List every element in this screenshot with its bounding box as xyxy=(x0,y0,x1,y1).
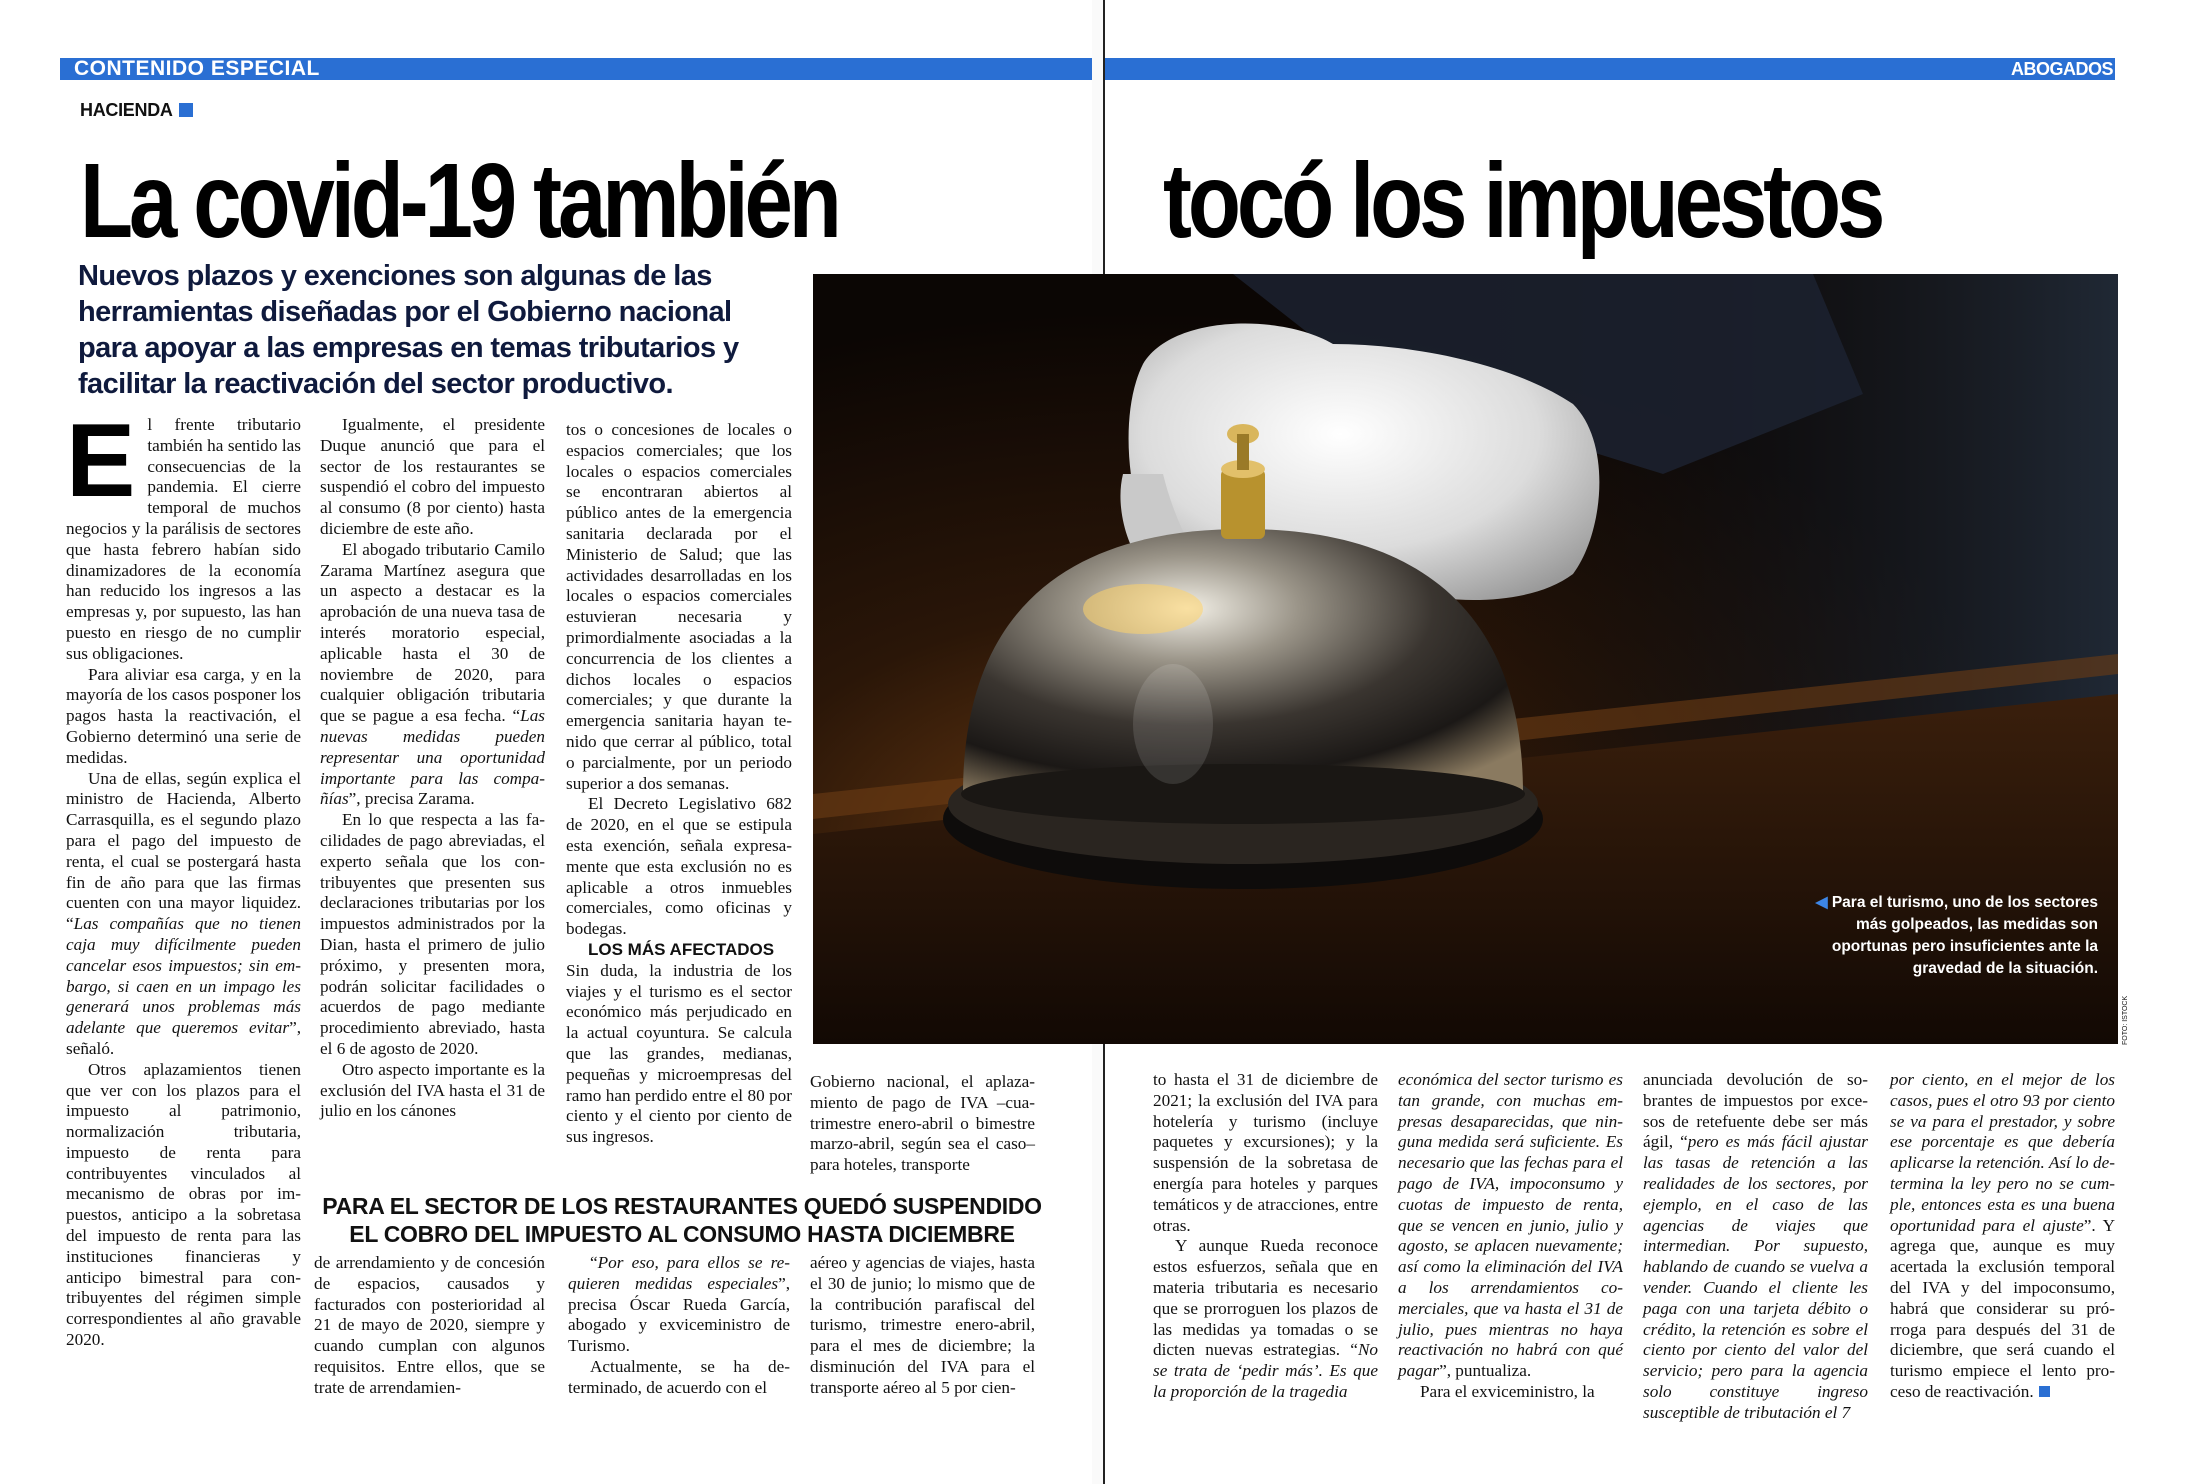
col6-p1b: ”, puntualiza. xyxy=(1439,1361,1532,1381)
hotel-bell-photo xyxy=(813,274,2118,1044)
col6-p1 xyxy=(1398,1070,1623,1382)
article-column-6 xyxy=(1398,1070,1623,1403)
col4-p1: Gobierno nacional, el aplazamiento de pago de IVA –cuatrimestre enero-abril o bimestre marzo-abril, según sea el caso– para hoteles, transporte xyxy=(810,1072,1035,1175)
headline-right: tocó los impuestos xyxy=(1163,142,1882,260)
col8-p1 xyxy=(1890,1070,2115,1403)
col7-quote: pero es más fácil ajustar las tasas de retención a las realidades de los sectores, por ejemplo, en el caso de las agencias de viajes que intermedian. Por supuesto, hablando de cuando se vuelva a vender. Cuando el cliente les paga con una tarjeta débito o crédito, la retención es sobre el ciento por ciento del valor del servicio; pero para la agencia solo constituye ingreso susceptible de tributación el 7 xyxy=(1643,1132,1868,1422)
section-band-right xyxy=(1105,58,2115,80)
col3-p4 xyxy=(568,1253,790,1357)
col1-p3c: ”, señaló. xyxy=(66,1018,301,1058)
col6-quote: económica del sector turismo es tan grande, con muchas empresas desaparecidas, que ninguna medida será suficiente. Es necesario que las fechas para el pago de IVA, impoconsumo y cuotas de impuesto de renta, que se vencen en junio, julio y agosto, se aplacen nuevamente; así como la eliminación del IVA a los arrendamientos comerciales, que va hasta el 31 de julio, pues mientras no haya reactivación no habrá con qué pagar xyxy=(1398,1070,1623,1381)
col6-p2: Para el exviceministro, la xyxy=(1420,1381,1595,1401)
section-label-right: ABOGADOS xyxy=(2010,59,2113,79)
col2-p2 xyxy=(320,540,545,810)
photo-caption xyxy=(1813,892,2098,980)
end-mark-icon xyxy=(2039,1386,2050,1397)
col1-p4: Otros aplazamientos tienen que ver con los plazos para el impuesto al patrimonio, normalización tributaria, impuesto de renta para contribuyentes vinculados al mecanismo de obras por impuestos, anticipo a la sobretasa del impuesto de renta para las instituciones financieras y anticipo bimestral para contribuyentes del régimen simple correspondientes al año gravable 2020. xyxy=(66,1059,301,1350)
headline-left: La covid-19 también xyxy=(80,142,838,260)
col3-p4a: “ xyxy=(590,1253,598,1272)
pull-quote: PARA EL SECTOR DE LOS RESTAURANTES QUEDÓ SUSPENDIDO EL COBRO DEL IMPUESTO AL CONSUMO HASTA DICIEMBRE xyxy=(322,1193,1042,1247)
article-column-4-bottom xyxy=(810,1253,1035,1399)
article-column-8 xyxy=(1890,1070,2115,1403)
article-column-2 xyxy=(320,415,545,1122)
col2-p1: Igualmente, el presidente Duque anunció que para el sector de los restaurantes se suspendió el cobro del impuesto al consumo (8 por ciento) hasta diciembre de este año. xyxy=(320,415,545,538)
col5-quote: No se trata de ‘pedir más’. Es que la proporción de la tragedia xyxy=(1153,1340,1378,1401)
kicker-text: HACIENDA xyxy=(80,100,173,120)
col5-p1: to hasta el 31 de diciembre de 2021; la exclusión del IVA para hotelería y turismo (incluye paquetes y excursiones); y la suspensión de la sobretasa de energía para hoteles y parques temáticos y de atracciones, entre otras. xyxy=(1153,1070,1378,1235)
col3-p3: Sin duda, la industria de los viajes y el turismo es el sector económico más perjudicado en la actual coyuntura. Se calcula que las grandes, medianas, pequeñas y microempresas del ramo han perdido entre el 80 por ciento y el ciento por ciento de sus ingresos. xyxy=(566,960,792,1147)
col8-quote: por ciento, en el mejor de los casos, pues el otro 93 por ciento se va para el prestador, y sobre ese porcentaje es que debería aplicarse la retención. Así lo determina la ley pero no se cumple, entonces esta es una buena oportunidad para el ajuste xyxy=(1890,1070,2115,1235)
article-column-2-bottom xyxy=(314,1253,545,1399)
article-column-5 xyxy=(1153,1070,1378,1403)
col5-p2a: Y aunque Rueda reconoce estos esfuerzos, señala que en materia tributaria es necesario que se prorroguen los plazos de las medidas ya tomadas o se dicten nuevas estrategias. “ xyxy=(1153,1236,1378,1360)
col3-p1: tos o concesiones de locales o espacios comerciales; que los locales o espacios comerciales se encontraran abiertos al público antes de la emergencia sanitaria declarada por el Ministerio de Salud; que las actividades desarrolladas en los locales o espacios comerciales estuvieran necesaria y primordialmente asociadas a la concurrencia de los clientes a dichos locales o espacios comerciales; y que durante la emergencia sanitaria hayan tenido que cerrar al público, total o parcialmente, por un periodo superior a dos semanas. xyxy=(566,420,792,793)
col4-p2: aéreo y agencias de viajes, hasta el 30 de junio; lo mismo que de la contribución parafiscal del turismo, trimestre enero-abril, para el mes de diciembre; la disminución del IVA para el transporte aéreo al 5 por cien- xyxy=(810,1253,1035,1397)
col1-p3a: Una de ellas, según explica el ministro de Hacienda, Alberto Carrasquilla, es el segundo plazo para el pago del impuesto de renta, el cual se postergará hasta fin de año para que las firmas cuenten con una mayor liquidez. “ xyxy=(66,768,301,934)
kicker xyxy=(80,100,193,121)
col1-p1: l frente tributario también ha sentido las consecuencias de la pandemia. El cierre temporal de muchos negocios y la parálisis de sectores que hasta febrero habían sido dinamizadores de la economía han reducido los ingresos a las empresas y, por supuesto, las han puesto en riesgo de no cumplir sus obligaciones. xyxy=(66,415,301,663)
col2-p4: Otro aspecto importante es la exclusión del IVA hasta el 31 de julio en los cánones xyxy=(320,1059,545,1121)
section-label: CONTENIDO ESPECIAL xyxy=(74,57,320,80)
article-column-7 xyxy=(1643,1070,1868,1424)
kicker-square-icon xyxy=(179,103,193,117)
caption-text: Para el turismo, uno de los sectores más golpeados, las medidas son oportunas pero insuficientes ante la gravedad de la situación. xyxy=(1831,894,2098,977)
col7-p1 xyxy=(1643,1070,1868,1424)
article-column-3-bottom xyxy=(568,1253,790,1399)
col1-p2: Para aliviar esa carga, y en la mayoría de los casos posponer los pagos hasta la reactivación, el Gobierno determinó una serie de medidas. xyxy=(66,664,301,767)
col1-p3 xyxy=(66,769,301,1060)
photo-credit: FOTO: ISTOCK xyxy=(2122,995,2129,1045)
col2-p3: En lo que respecta a las facilidades de pago abreviadas, el experto señala que los contribuyentes que presenten sus declaraciones tributarias por los impuestos administrados por la Dian, hasta el primero de julio próximo, y presenten mora, podrán solicitar facilidades o acuerdos de pago mediante procedimiento abreviado, hasta el 6 de agosto de 2020. xyxy=(320,810,545,1058)
subhead-los-mas-afectados: LOS MÁS AFECTADOS xyxy=(588,939,775,959)
article-column-1 xyxy=(66,403,301,1351)
col3-p5: Actualmente, se ha determinado, de acuerdo con el xyxy=(568,1356,790,1397)
col8-p1b: ”. Y agrega que, aunque es muy acertada la exclusión temporal del IVA y del impoconsumo, habrá que considerar su prórroga para después del 31 de diciembre, que será cuando el turismo empiece el lento proceso de reactivación. xyxy=(1890,1215,2115,1401)
col2-quote: Las nuevas medidas pueden representar una oportunidad importante para las compañías xyxy=(320,706,545,809)
article-column-3 xyxy=(566,420,792,1148)
col7-p1a: anunciada devolución de sobrantes de impuestos por excesos de retefuente debe ser más ágil, “ xyxy=(1643,1070,1868,1152)
deck: Nuevos plazos y exenciones son algunas de las herramientas diseñadas por el Gobierno nacional para apoyar a las empresas en temas tributarios y facilitar la reactivación del sector productivo. xyxy=(78,260,739,400)
col5-p2 xyxy=(1153,1236,1378,1402)
col3-p2: El Decreto Legislativo 682 de 2020, en el que se estipula esta exención, señala expresamente que esta exclusión no es aplicable a otros inmuebles comerciales, como oficinas y bodegas. xyxy=(566,794,792,939)
caption-arrow-icon: ◀ xyxy=(1815,894,1832,911)
col2-p2a: El abogado tributario Camilo Zarama Martínez asegura que un aspecto a destacar es la aprobación de una nueva tasa de interés moratorio especial, aplicable hasta el 30 de noviembre de 2020, para cualquier obligación tributaria que se pague a esa fecha. “ xyxy=(320,539,545,726)
section-band-left xyxy=(60,58,1092,80)
col3-p4c: ”, precisa Óscar Rueda García, abogado y exviceministro de Turismo. xyxy=(568,1273,790,1356)
col1-quote: Las compañías que no tienen caja muy difícilmente pueden cancelar esos impuestos; sin embargo, si caen en un impago les generará unos problemas más adelante que queremos evitar xyxy=(66,914,301,1038)
article-column-4 xyxy=(810,1072,1035,1176)
col3-quote: Por eso, para ellos se requieren medidas especiales xyxy=(568,1253,790,1293)
col2-p2c: ”, precisa Zarama. xyxy=(348,789,475,809)
drop-cap: E xyxy=(66,403,136,519)
col2-p5: de arrendamiento y de concesión de espacios, causados y facturados con posterioridad al 21 de mayo de 2020, siempre y cuando cumplan con algunos requisitos. Entre ellos, que se trate de arrendamien- xyxy=(314,1253,545,1397)
